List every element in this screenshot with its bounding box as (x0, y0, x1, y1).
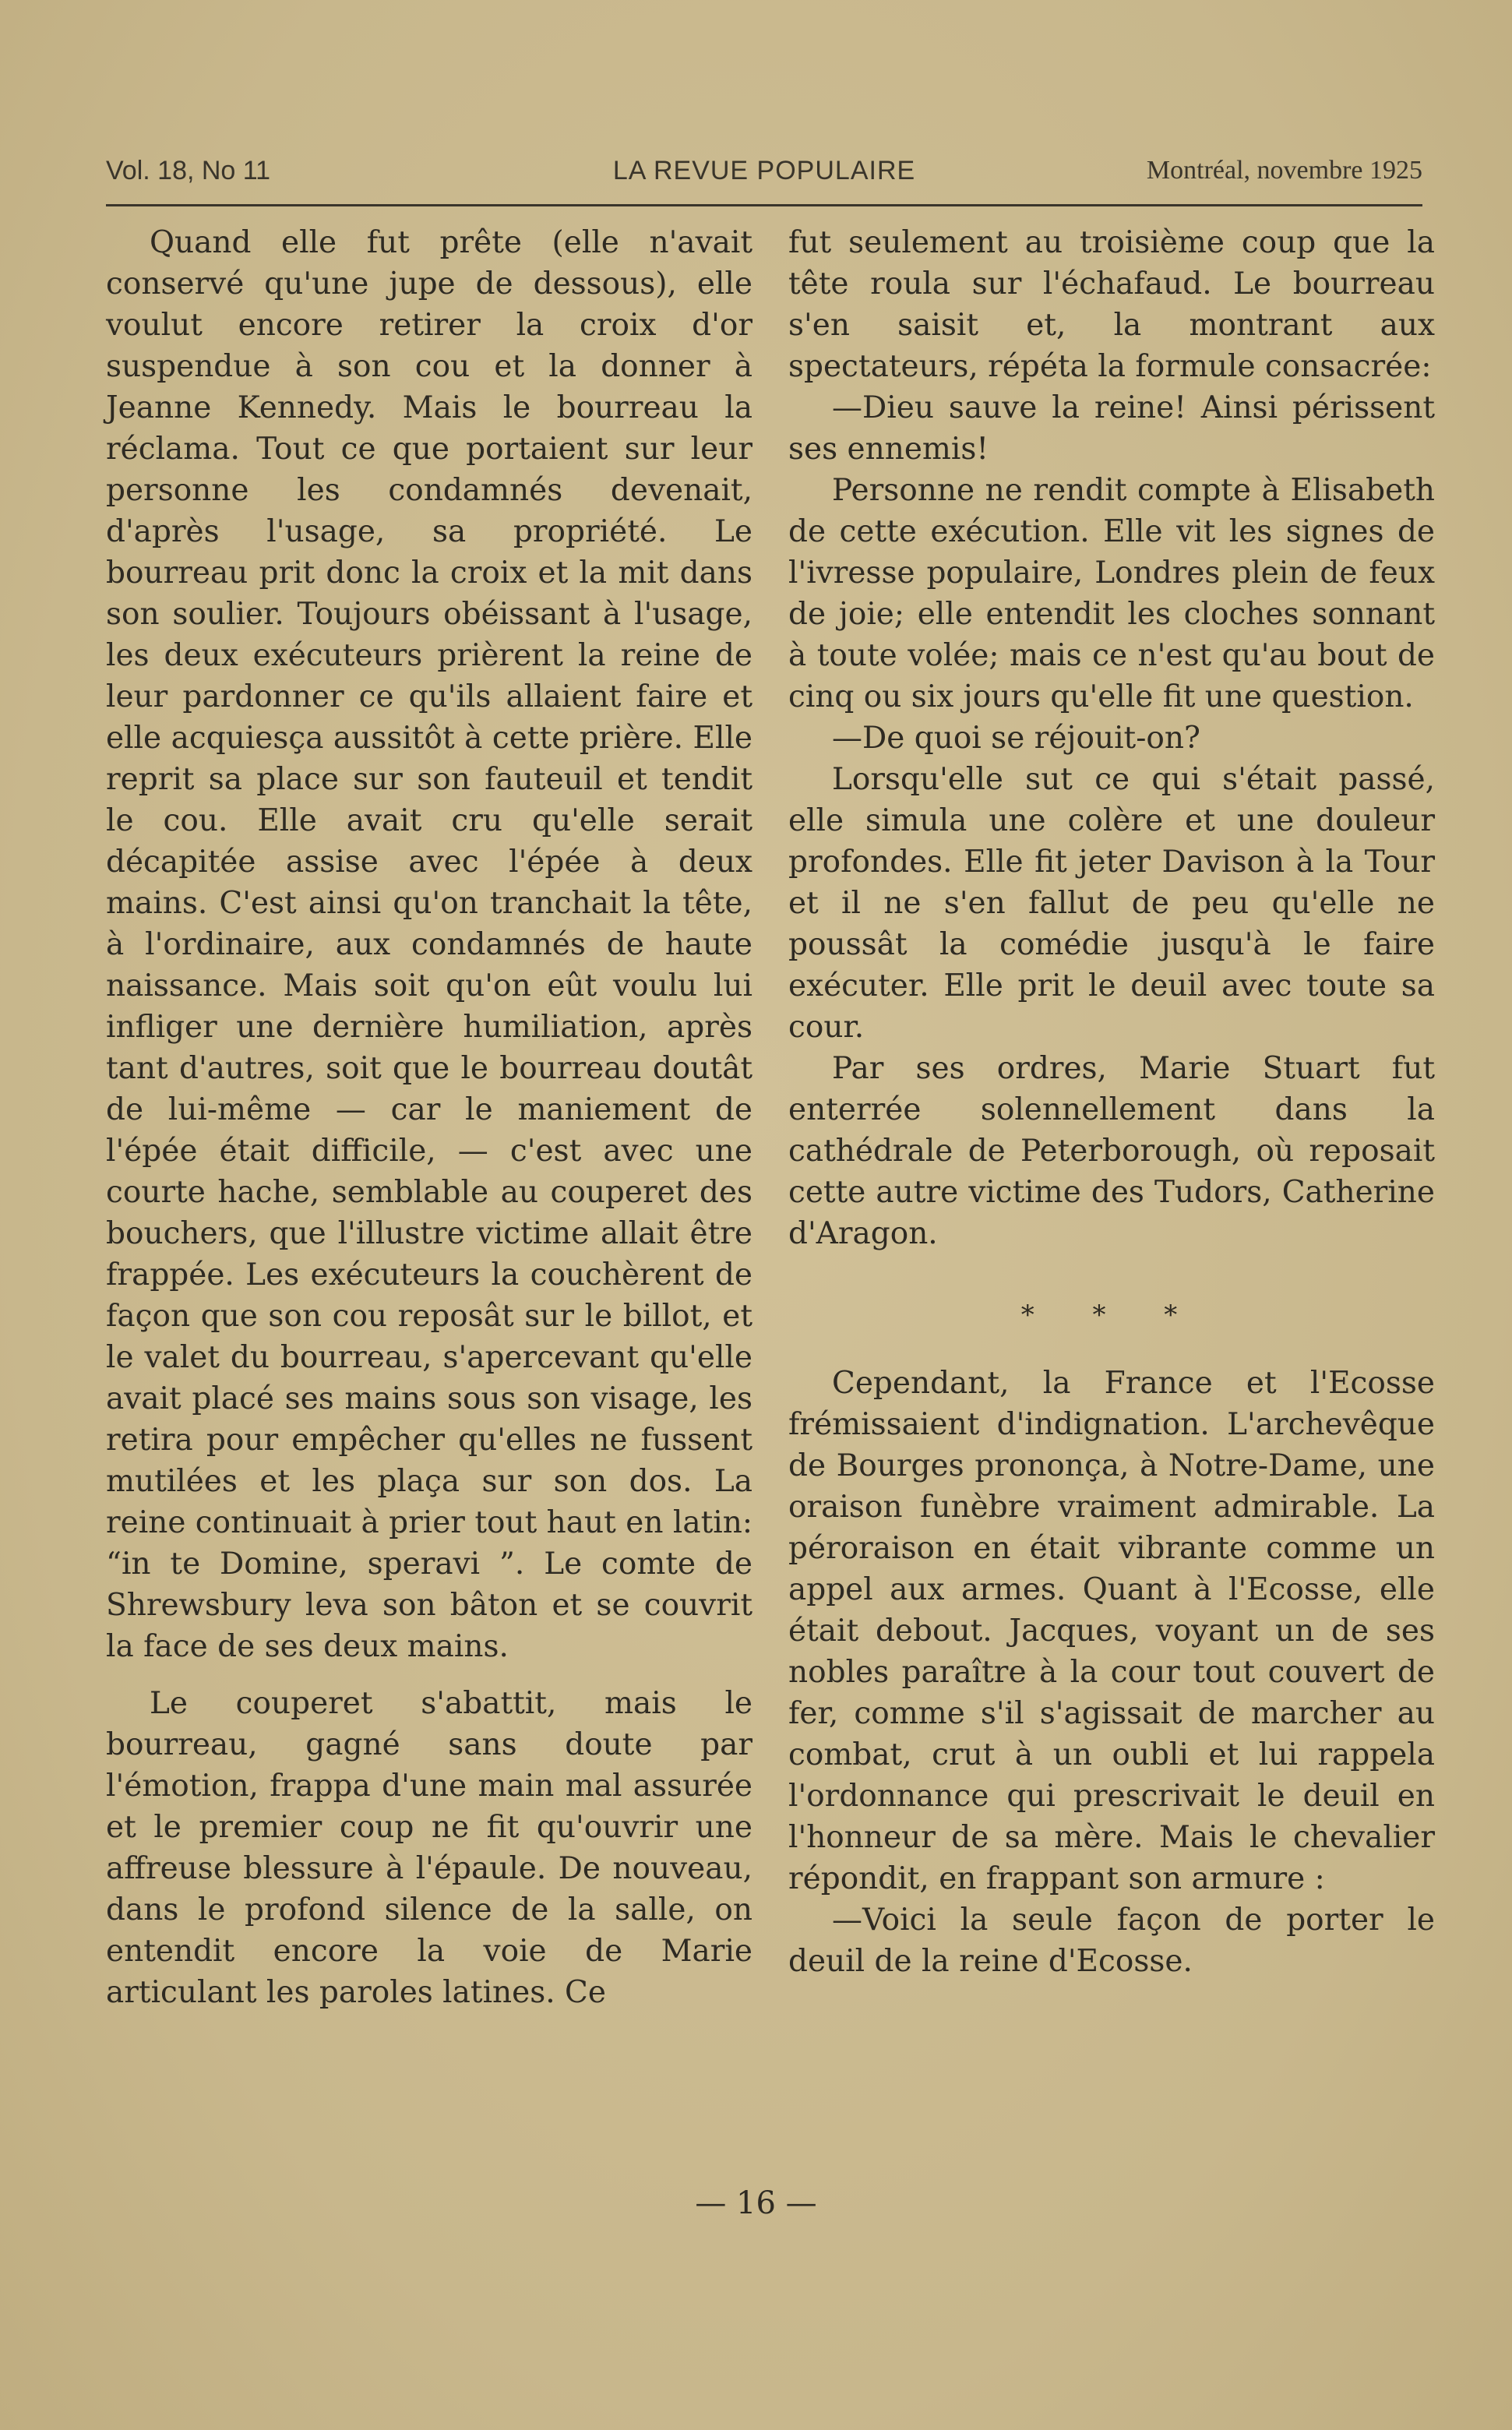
paragraph: Cependant, la France et l'Ecosse frémissaient d'indignation. L'archevêque de Bourges prononça, à Notre-Dame, une oraison funèbre vraiment admirable. La péroraison en était vibrante comme un appel aux armes. Quant à l'Ecosse, elle était debout. Jacques, voyant un de ses nobles paraître à la cour tout couvert de fer, comme s'il s'agissait de marcher au combat, crut à un oubli et lui rappela l'ordonnance qui prescrivait le deuil en l'honneur de sa mère. Mais le chevalier répondit, en frappant son armure : (788, 1366, 1435, 1896)
paragraph: Quand elle fut prête (elle n'avait conservé qu'une jupe de dessous), elle voulut encore retirer la croix d'or suspendue à son cou et la donner à Jeanne Kennedy. Mais le bourreau la réclama. Tout ce que portaient sur leur personne les condamnés devenait, d'après l'usage, sa propriété. Le bourreau prit donc la croix et la mit dans son soulier. Toujours obéissant à l'usage, les deux exécuteurs prièrent la reine de leur pardonner ce qu'ils allaient faire et elle acquiesça aussitôt à cette prière. Elle reprit sa place sur son fauteuil et tendit le cou. Elle avait cru qu'elle serait décapitée assise avec l'épée à deux mains. C'est ainsi qu'on tranchait la tête, à l'ordinaire, aux condamnés de haute naissance. Mais soit qu'on eût voulu lui infliger une dernière humiliation, après tant d'autres, soit que le bourreau doutât de lui-même — car le maniement de l'épée était difficile, — c'est avec une courte hache, semblable au couperet des bouchers, que l'illustre victime allait être frappée. Les exécuteurs la couchèrent de façon que son cou reposât sur le billot, et le valet du bourreau, s'apercevant qu'elle avait placé ses mains sous son visage, les retira pour empêcher qu'elles ne fussent mutilées et les plaça sur son dos. La reine continuait à prier tout haut en latin: “in te Domine, speravi ”. Le comte de Shrewsbury leva son bâton et se couvrit la face de ses deux mains. (106, 225, 752, 1664)
magazine-title: LA REVUE POPULAIRE (612, 156, 916, 185)
running-header (106, 156, 1422, 195)
paragraph: Le couperet s'abattit, mais le bourreau, gagné sans doute par l'émotion, frappa d'une main mal assurée et le premier coup ne fit qu'ouvrir une affreuse blessure à l'épaule. De nouveau, dans le profond silence de la salle, on entendit encore la voie de Marie articulant les paroles latines. Ce (106, 1686, 752, 2010)
section-separator: * * * (1020, 1300, 1203, 1331)
volume-number: Vol. 18, No 11 (106, 156, 271, 185)
paragraph: fut seulement au troisième coup que la tête roula sur l'échafaud. Le bourreau s'en saisit et, la montrant aux spectateurs, répéta la formule consacrée: (788, 225, 1435, 384)
paragraph: —Voici la seule façon de porter le deuil de la reine d'Ecosse. (788, 1903, 1435, 1979)
right-column (788, 222, 1435, 1982)
page-number: — 16 — (695, 2185, 817, 2221)
left-column (106, 222, 752, 2013)
paragraph: —Dieu sauve la reine! Ainsi périssent ses ennemis! (788, 390, 1435, 467)
paragraph: Lorsqu'elle sut ce qui s'était passé, elle simula une colère et une douleur profondes. Elle fit jeter Davison à la Tour et il ne s'en fallut de peu qu'elle ne poussât la comédie jusqu'à le faire exécuter. Elle prit le deuil avec toute sa cour. (788, 762, 1435, 1045)
paragraph: Personne ne rendit compte à Elisabeth de cette exécution. Elle vit les signes de l'ivresse populaire, Londres plein de feux de joie; elle entendit les cloches sonnant à toute volée; mais ce n'est qu'au bout de cinq ou six jours qu'elle fit une question. (788, 473, 1435, 714)
paragraph: —De quoi se réjouit-on? (832, 721, 1200, 756)
header-rule (106, 204, 1422, 206)
paragraph: Par ses ordres, Marie Stuart fut enterrée solennellement dans la cathédrale de Peterborough, où reposait cette autre victime des Tudors, Catherine d'Aragon. (788, 1051, 1435, 1251)
issue-date: Montréal, novembre 1925 (1146, 156, 1422, 185)
